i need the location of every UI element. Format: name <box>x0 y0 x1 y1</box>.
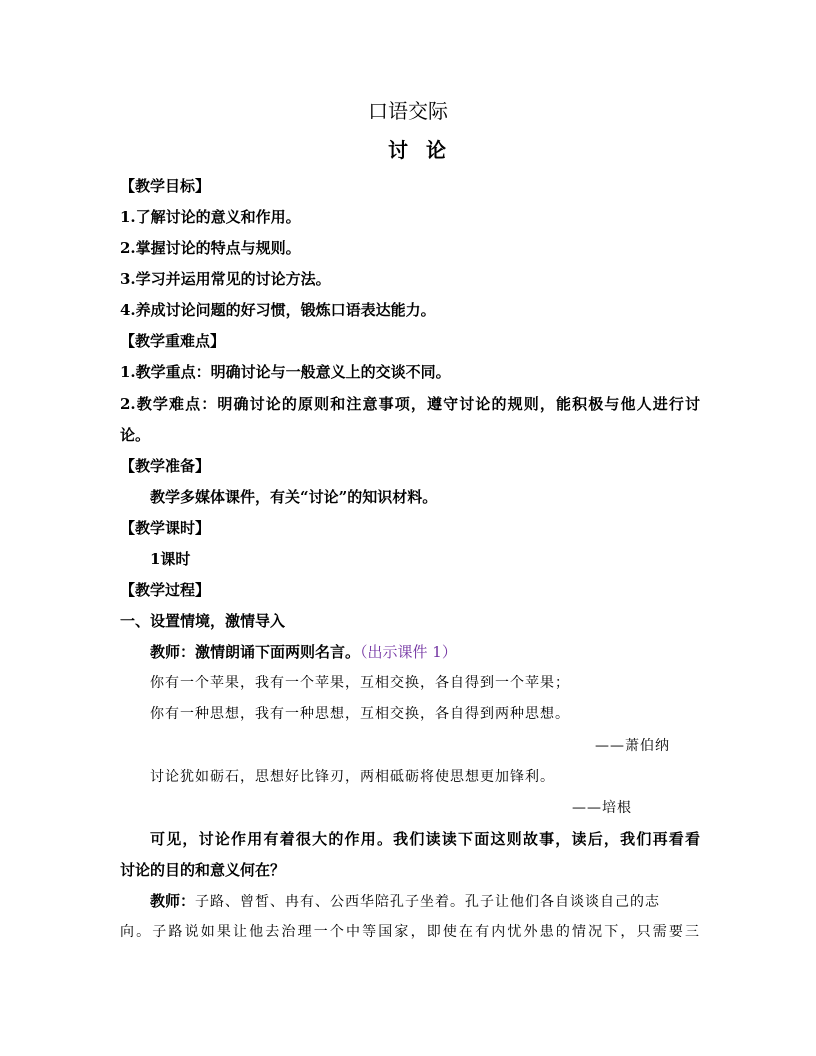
story-line-2: 向。子路说如果让他去治理一个中等国家，即使在有内忧外患的情况下，只需要三 <box>120 924 700 940</box>
hours-heading: 【教学课时】 <box>120 519 211 537</box>
para1-line-2: 讨论的目的和意义何在？ <box>120 861 286 879</box>
quote2: 讨论犹如砺石，思想好比锋刃，两相砥砺将使思想更加锋利。 <box>150 769 555 785</box>
quote2-author: ——培根 <box>572 800 632 816</box>
quote1-line-1: 你有一个苹果，我有一个苹果，互相交换，各自得到一个苹果； <box>150 675 570 691</box>
keypoint-2-line-2: 论。 <box>120 426 151 444</box>
prep-heading: 【教学准备】 <box>120 457 211 475</box>
story-label: 教师： <box>150 892 196 910</box>
objective-item-4: 4.养成讨论问题的好习惯，锻炼口语表达能力。 <box>120 301 436 319</box>
quote1-line-2: 你有一种思想，我有一种思想，互相交换，各自得到两种思想。 <box>150 706 570 722</box>
keypoints-heading: 【教学重难点】 <box>120 332 226 350</box>
story-line-1 <box>150 891 700 912</box>
prep-text: 教学多媒体课件，有关“讨论”的知识材料。 <box>150 488 438 506</box>
objective-item-1: 1.了解讨论的意义和作用。 <box>120 208 301 226</box>
objective-item-2: 2.掌握讨论的特点与规则。 <box>120 239 301 257</box>
teacher-line-text: 教师：激情朗诵下面两则名言。 <box>150 643 361 661</box>
hours-text: 1课时 <box>150 550 191 568</box>
doc-subtitle: 讨论 <box>388 138 464 162</box>
keypoint-1: 1.教学重点：明确讨论与一般意义上的交谈不同。 <box>120 363 451 381</box>
objectives-heading: 【教学目标】 <box>120 177 211 195</box>
doc-title: 口语交际 <box>368 99 448 123</box>
story-line-1-text: 子路、曾皙、冉有、公西华陪孔子坐着。孔子让他们各自谈谈自己的志 <box>195 894 661 910</box>
step1-heading: 一、设置情境，激情导入 <box>120 612 286 630</box>
teacher-line <box>150 642 700 662</box>
process-heading: 【教学过程】 <box>120 581 211 599</box>
teacher-note: （出示课件 1） <box>360 643 457 661</box>
keypoint-2-line-1: 2.教学难点：明确讨论的原则和注意事项，遵守讨论的规则，能积极与他人进行讨 <box>120 395 700 413</box>
para1-line-1: 可见，讨论作用有着很大的作用。我们读读下面这则故事，读后，我们再看看 <box>150 830 700 848</box>
objective-item-3: 3.学习并运用常见的讨论方法。 <box>120 270 331 288</box>
quote1-author: ——萧伯纳 <box>595 738 670 754</box>
